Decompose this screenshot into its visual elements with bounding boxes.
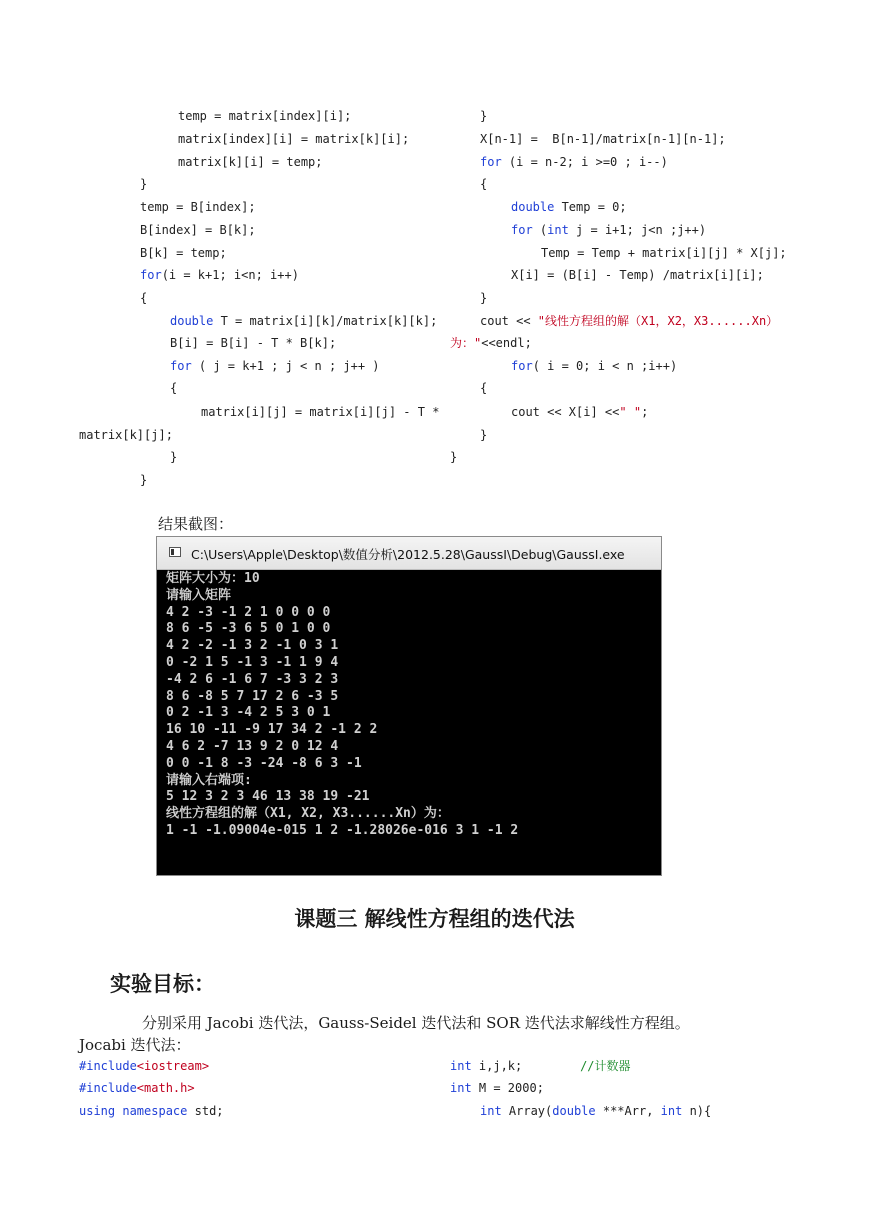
code-line (480, 381, 487, 396)
code-token: n){ (682, 1104, 712, 1118)
console-titlebar[interactable] (157, 537, 661, 570)
console-line: 线性方程组的解（X1, X2, X3......Xn）为： (166, 806, 450, 822)
code-token: } (170, 450, 178, 464)
console-title: C:\Users\Apple\Desktop\数值分析\2012.5.28\GaussI\Debug\GaussI.exe (191, 547, 625, 562)
console-line: 1 -1 -1.09004e-015 1 2 -1.28026e-016 3 1 -1 2 (166, 822, 519, 838)
code-line (480, 291, 487, 306)
code-token: M = 2000; (471, 1081, 544, 1095)
console-line: 请输入右端项: (166, 772, 252, 788)
console-line: 矩阵大小为：10 (166, 571, 260, 586)
code-token: { (170, 381, 178, 395)
code-token: 为：" (450, 336, 482, 350)
console-line: -4 2 6 -1 6 7 -3 3 2 3 (166, 671, 339, 687)
goal-heading: 实验目标： (110, 972, 215, 996)
code-token: <math.h> (136, 1081, 195, 1095)
code-token: } (450, 450, 458, 464)
code-token: for (511, 223, 533, 237)
code-token: } (140, 177, 148, 191)
console-line: 请输入矩阵 (166, 587, 232, 603)
code-token: temp = matrix[index][i]; (178, 109, 352, 123)
code-token: { (140, 291, 148, 305)
console-line: 8 6 -5 -3 6 5 0 1 0 0 (166, 621, 331, 637)
code-token: cout << (480, 314, 538, 328)
console-line: 8 6 -8 5 7 17 2 6 -3 5 (166, 688, 339, 704)
code-token: } (140, 473, 148, 487)
code-token: int (660, 1104, 683, 1118)
code-token: //计数器 (580, 1059, 631, 1073)
console-line: 4 6 2 -7 13 9 2 0 12 4 (166, 738, 339, 754)
code-line (480, 155, 668, 170)
code-token: int (450, 1081, 472, 1095)
console-window (156, 536, 662, 876)
code-token: using (79, 1104, 116, 1118)
code-line (480, 132, 726, 147)
code-token: } (480, 428, 488, 442)
code-token: { (480, 381, 488, 395)
code-token: (i = n-2; i >=0 ; i--) (501, 155, 668, 169)
code-token: { (480, 177, 488, 191)
code-line (170, 336, 336, 351)
code-token: ( i = 0; i < n ;i++) (532, 359, 678, 373)
code-line (140, 268, 299, 283)
code-line (79, 1059, 209, 1074)
code-line (511, 200, 627, 215)
console-line: 0 0 -1 8 -3 -24 -8 6 3 -1 (166, 755, 362, 771)
code-line (140, 200, 256, 215)
code-line (450, 450, 457, 465)
code-line (140, 246, 227, 261)
code-line (541, 246, 787, 261)
code-token: B[i] = B[i] - T * B[k]; (170, 336, 337, 350)
code-line (480, 1104, 711, 1119)
code-line (140, 291, 147, 306)
console-app-icon (169, 547, 181, 557)
code-line (140, 177, 147, 192)
code-line (79, 428, 173, 443)
code-token: j = i+1; j<n ;j++) (568, 223, 707, 237)
code-token: (i = k+1; i<n; i++) (161, 268, 299, 282)
code-token: Temp = 0; (554, 200, 627, 214)
code-line (511, 359, 677, 374)
code-token: #include (79, 1081, 137, 1095)
code-token: B[index] = B[k]; (140, 223, 256, 237)
code-line (450, 336, 532, 351)
code-token: B[k] = temp; (140, 246, 227, 260)
code-line (511, 223, 706, 238)
code-token: matrix[k][i] = temp; (178, 155, 323, 169)
code-line (170, 314, 437, 329)
code-token: for (140, 268, 162, 282)
console-line: 0 -2 1 5 -1 3 -1 1 9 4 (166, 654, 339, 670)
code-line (178, 132, 409, 147)
code-line (178, 109, 351, 124)
code-line (511, 268, 764, 283)
console-line: 4 2 -3 -1 2 1 0 0 0 0 (166, 604, 331, 620)
code-token: X[n-1] = B[n-1]/matrix[n-1][n-1]; (480, 132, 726, 146)
code-line (450, 1059, 631, 1074)
code-token: matrix[i][j] = matrix[i][j] - T * (201, 405, 440, 419)
code-token: } (480, 291, 488, 305)
code-line (140, 473, 147, 488)
code-line (79, 1104, 224, 1119)
code-token: T = matrix[i][k]/matrix[k][k]; (213, 314, 438, 328)
code-token: X[i] = (B[i] - Temp) /matrix[i][i]; (511, 268, 764, 282)
code-token: for (170, 359, 192, 373)
code-token: cout << X[i] << (511, 405, 620, 419)
console-output (166, 571, 661, 875)
code-line (79, 1081, 195, 1096)
code-token: int (547, 223, 569, 237)
code-line (201, 405, 439, 420)
console-line: 5 12 3 2 3 46 13 38 19 -21 (166, 789, 370, 805)
console-line: 0 2 -1 3 -4 2 5 3 0 1 (166, 705, 331, 721)
code-token: <<endl; (481, 336, 532, 350)
code-token: ***Arr, (595, 1104, 661, 1118)
code-token: #include (79, 1059, 137, 1073)
code-line (480, 177, 487, 192)
code-token: <iostream> (136, 1059, 210, 1073)
code-line (170, 359, 380, 374)
code-line (480, 314, 778, 329)
jacobi-label: Jocabi 迭代法： (79, 1036, 191, 1054)
console-line: 4 2 -2 -1 3 2 -1 0 3 1 (166, 638, 339, 654)
code-token: ( (532, 223, 548, 237)
goal-text: 分别采用 Jacobi 迭代法，Gauss-Seidel 迭代法和 SOR 迭代法求解线性方程组。 (142, 1014, 690, 1032)
code-token: double (170, 314, 214, 328)
code-token: " " (619, 405, 642, 419)
code-token: } (480, 109, 488, 123)
code-token: matrix[index][i] = matrix[k][i]; (178, 132, 410, 146)
code-line (178, 155, 323, 170)
code-token: Temp = Temp + matrix[i][j] * X[j]; (541, 246, 787, 260)
code-token: "线性方程组的解（X1，X2，X3......Xn） (537, 314, 779, 328)
code-line (480, 109, 487, 124)
code-token: namespace (122, 1104, 188, 1118)
code-token: ( j = k+1 ; j < n ; j++ ) (191, 359, 380, 373)
code-line (450, 1081, 544, 1096)
console-line: 16 10 -11 -9 17 34 2 -1 2 2 (166, 722, 378, 738)
code-token: for (511, 359, 533, 373)
code-token: ; (641, 405, 649, 419)
code-token: temp = B[index]; (140, 200, 256, 214)
code-token: std; (187, 1104, 224, 1118)
code-line (170, 450, 177, 465)
code-token: matrix[k][j]; (79, 428, 173, 442)
code-token: Array( (501, 1104, 553, 1118)
section-title: 课题三 解线性方程组的迭代法 (294, 907, 575, 931)
code-token: int (480, 1104, 502, 1118)
code-line (480, 428, 487, 443)
code-token: for (480, 155, 502, 169)
code-line (511, 405, 648, 420)
code-token: double (552, 1104, 596, 1118)
code-token: i,j,k; (471, 1059, 581, 1073)
code-line (170, 381, 177, 396)
screenshot-caption: 结果截图： (158, 515, 234, 533)
code-token: double (511, 200, 555, 214)
code-token: int (450, 1059, 472, 1073)
code-line (140, 223, 256, 238)
